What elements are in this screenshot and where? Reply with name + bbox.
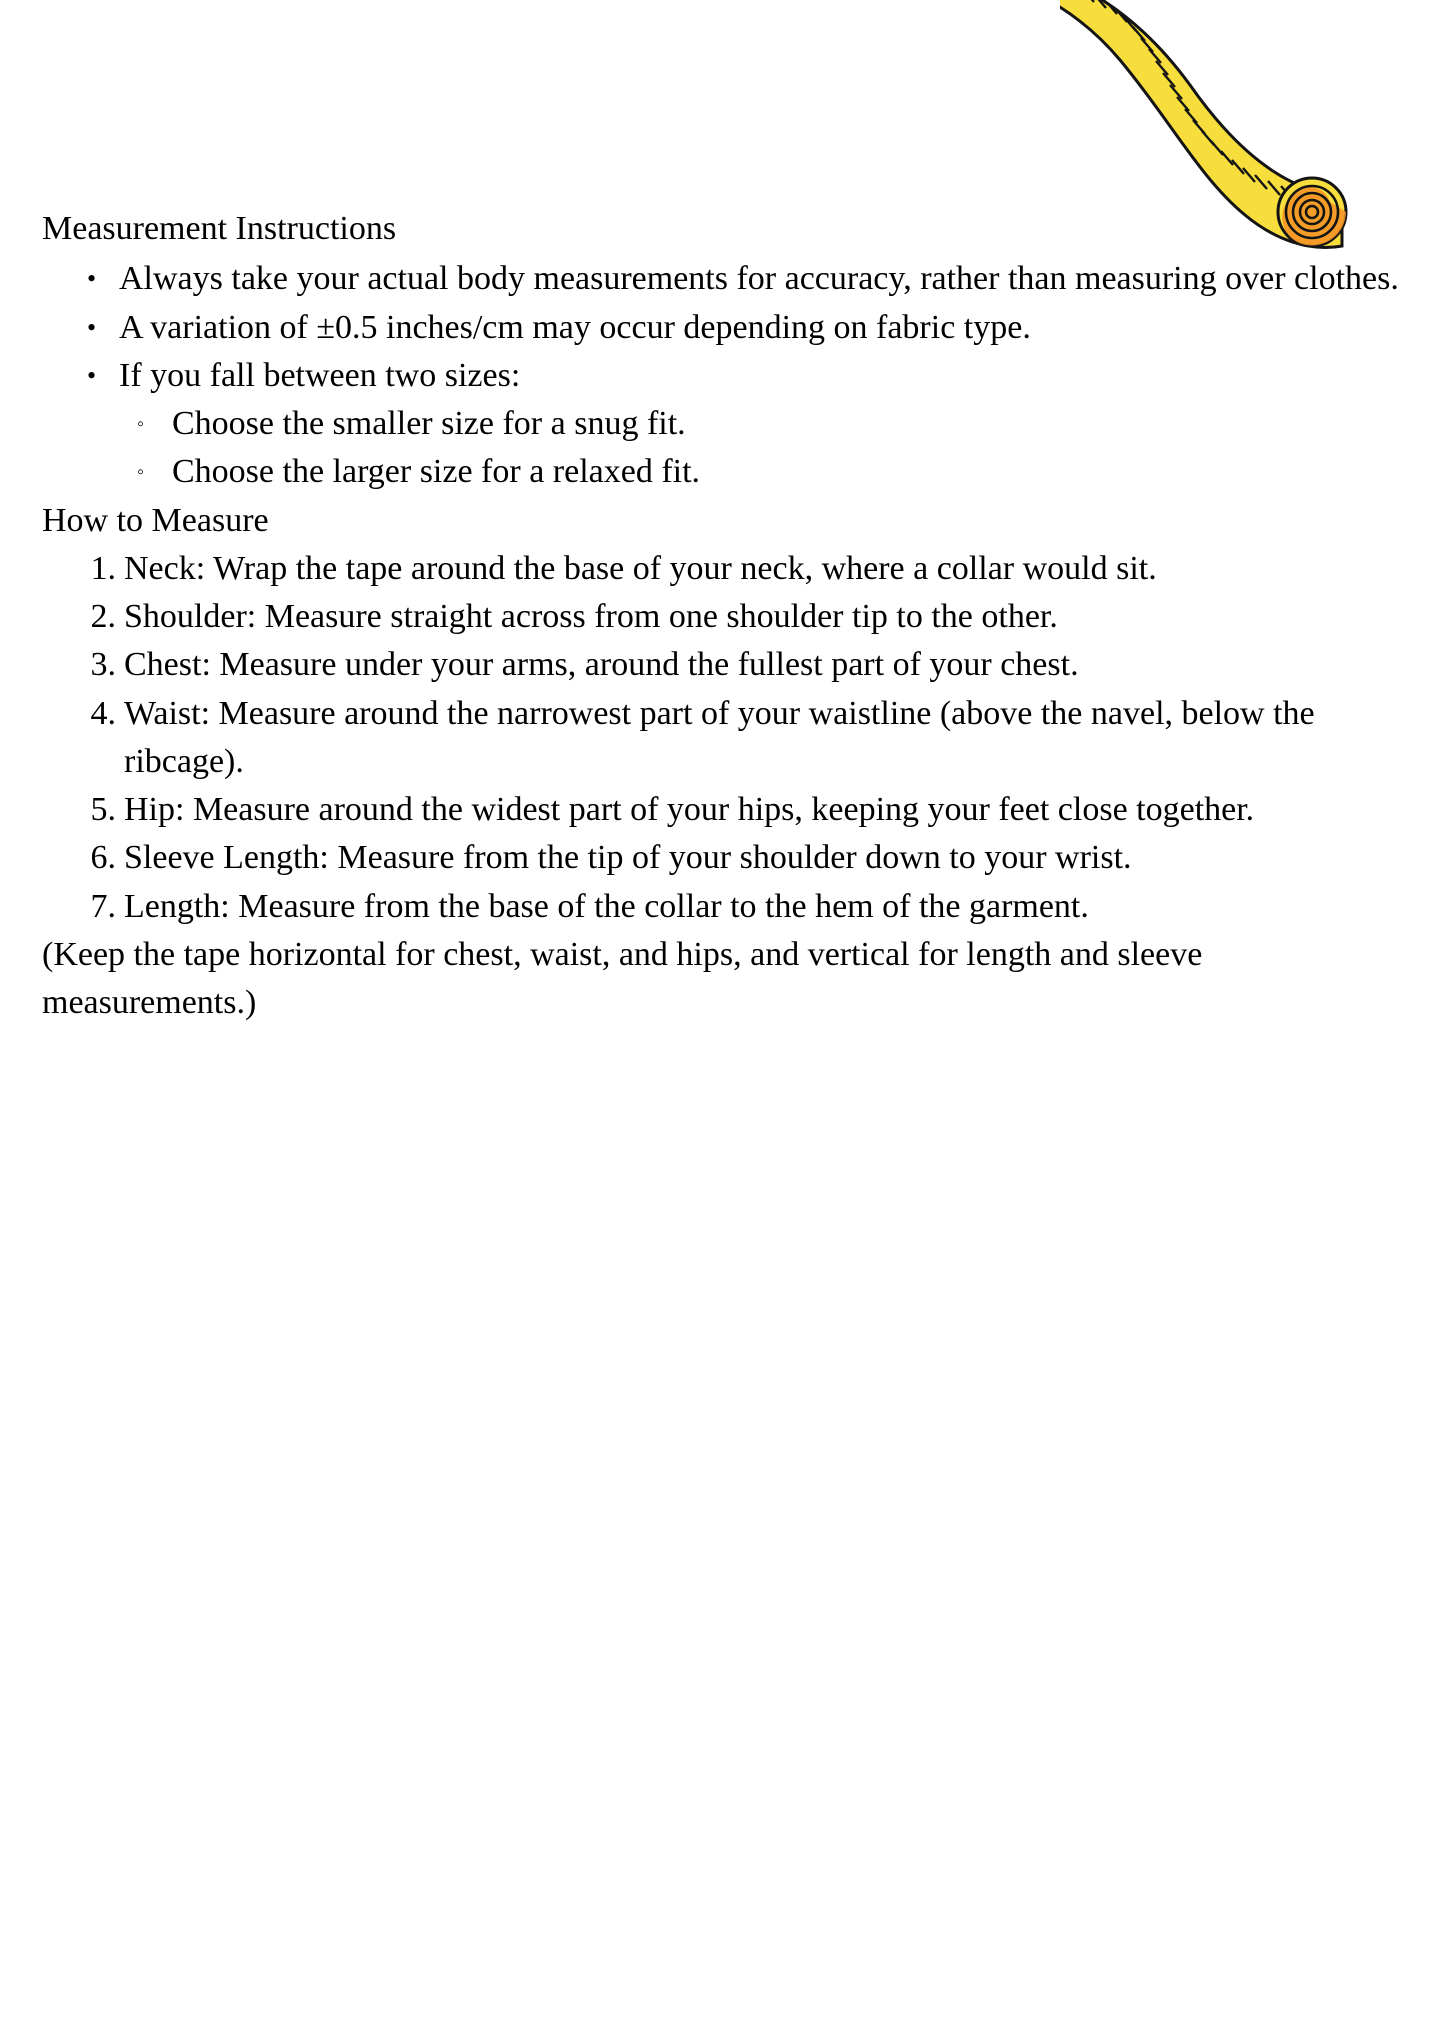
list-item-text: Always take your actual body measurements for accuracy, rather than measuring over clothes. [119, 260, 1399, 298]
bullet-disc-icon: • [87, 312, 97, 342]
list-item-text: Waist: Measure around the narrowest part of your waistline (above the navel, below the ribcage). [124, 694, 1315, 780]
list-item-text: A variation of ±0.5 inches/cm may occur depending on fabric type. [119, 308, 1031, 346]
list-item-text: Choose the larger size for a relaxed fit. [172, 453, 701, 491]
document-body [42, 205, 1402, 1028]
how-to-measure-heading: How to Measure [42, 501, 269, 539]
list-item [42, 786, 1402, 834]
bullet-circle-icon: ◦ [137, 461, 145, 484]
instructions-sub-bullet-list [42, 400, 1402, 497]
list-item-text: Shoulder: Measure straight across from one shoulder tip to the other. [124, 598, 1058, 636]
measurement-note: (Keep the tape horizontal for chest, waist, and hips, and vertical for length and sleeve measurements.) [42, 935, 1203, 1022]
bullet-disc-icon: • [87, 360, 97, 390]
measurement-instructions-heading: Measurement Instructions [42, 210, 397, 247]
list-item-text: Choose the smaller size for a snug fit. [172, 405, 686, 443]
list-item [42, 255, 1402, 303]
list-item [42, 593, 1402, 641]
list-item-text: If you fall between two sizes: [119, 356, 521, 394]
list-item [42, 690, 1402, 787]
instructions-bullet-list [42, 255, 1402, 400]
bullet-disc-icon: • [87, 264, 97, 294]
list-item [42, 352, 1402, 400]
list-item [42, 400, 1402, 448]
how-to-measure-step-list [42, 545, 1402, 931]
bullet-circle-icon: ◦ [137, 413, 145, 436]
list-item [42, 834, 1402, 882]
list-item [42, 883, 1402, 931]
list-item-text: Chest: Measure under your arms, around the fullest part of your chest. [124, 646, 1079, 684]
list-item-text: Neck: Wrap the tape around the base of your neck, where a collar would sit. [124, 549, 1157, 587]
list-item-text: Length: Measure from the base of the collar to the hem of the garment. [124, 887, 1089, 925]
list-item [42, 545, 1402, 593]
list-item [42, 304, 1402, 352]
list-item-text: Hip: Measure around the widest part of your hips, keeping your feet close together. [124, 791, 1255, 829]
list-item [42, 448, 1402, 496]
list-item [42, 641, 1402, 689]
list-item-text: Sleeve Length: Measure from the tip of your shoulder down to your wrist. [124, 839, 1132, 877]
